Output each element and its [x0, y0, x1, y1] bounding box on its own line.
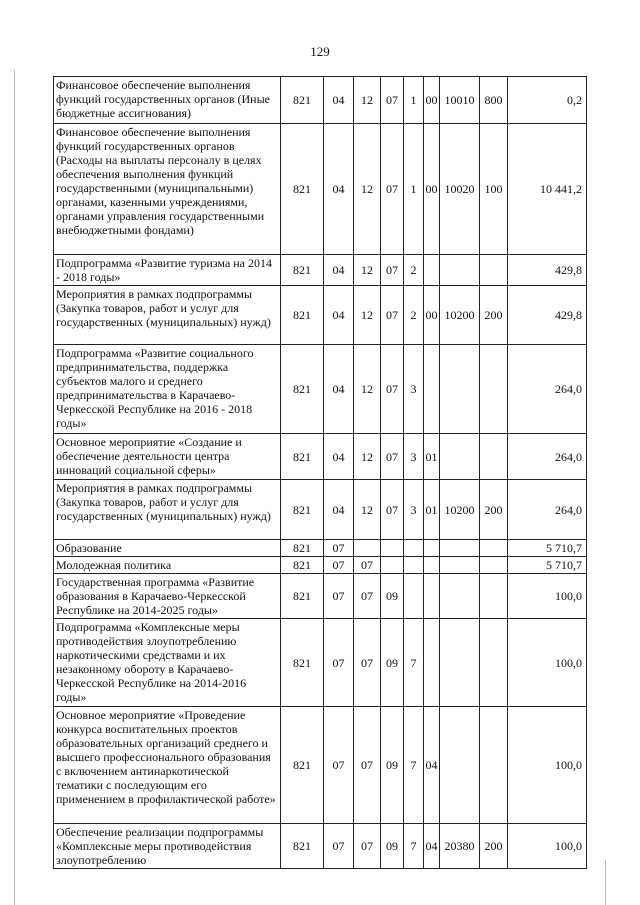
amount-cell: 5 710,7: [508, 557, 587, 574]
code-cell-c8: 800: [480, 77, 508, 124]
code-cell-c2: 04: [324, 434, 354, 480]
code-cell-c4: 07: [381, 286, 404, 345]
code-cell-c2: 07: [324, 824, 354, 869]
code-cell-c4: 09: [381, 574, 404, 619]
code-cell-c6: [424, 574, 440, 619]
code-cell-c3: 12: [354, 77, 381, 124]
code-cell-c3: 07: [354, 557, 381, 574]
code-cell-c7: 10200: [440, 480, 480, 540]
code-cell-c2: 04: [324, 480, 354, 540]
table-row: [54, 434, 587, 480]
code-cell-c6: [424, 557, 440, 574]
amount-cell: 100,0: [508, 707, 587, 824]
code-cell-c1: 821: [281, 707, 324, 824]
code-cell-c6: 00: [424, 286, 440, 345]
row-name: Мероприятия в рамках подпрограммы (Закупка товаров, работ и услуг для государственных (муниципальных) нужд): [54, 480, 281, 540]
amount-cell: 100,0: [508, 574, 587, 619]
code-cell-c5: 7: [404, 619, 424, 707]
code-cell-c4: 07: [381, 434, 404, 480]
budget-table: [53, 76, 587, 869]
code-cell-c6: [424, 255, 440, 286]
code-cell-c3: 12: [354, 255, 381, 286]
code-cell-c1: 821: [281, 574, 324, 619]
code-cell-c5: 1: [404, 124, 424, 255]
code-cell-c8: [480, 619, 508, 707]
row-name: Мероприятия в рамках подпрограммы (Закупка товаров, работ и услуг для государственных (муниципальных) нужд): [54, 286, 281, 345]
code-cell-c4: 09: [381, 619, 404, 707]
code-cell-c5: [404, 557, 424, 574]
table-row: [54, 286, 587, 345]
code-cell-c7: [440, 540, 480, 557]
code-cell-c2: 04: [324, 286, 354, 345]
table-row: [54, 707, 587, 824]
amount-cell: 100,0: [508, 824, 587, 869]
table-row: [54, 824, 587, 869]
row-name: Основное мероприятие «Проведение конкурса воспитательных проектов образовательных организаций среднего и высшего профессионального образования с включением антинаркотической тематики с последующим его применением в профилактической работе»: [54, 707, 281, 824]
code-cell-c4: 09: [381, 824, 404, 869]
code-cell-c3: 12: [354, 345, 381, 434]
amount-cell: 264,0: [508, 480, 587, 540]
code-cell-c4: 07: [381, 255, 404, 286]
code-cell-c7: [440, 619, 480, 707]
row-name: Подпрограмма «Развитие социального предпринимательства, поддержка субъектов малого и среднего предпринимательства в Карачаево-Черкесской Республике на 2016 - 2018 годы»: [54, 345, 281, 434]
code-cell-c1: 821: [281, 540, 324, 557]
code-cell-c6: 04: [424, 824, 440, 869]
code-cell-c5: 7: [404, 824, 424, 869]
code-cell-c8: [480, 540, 508, 557]
code-cell-c7: [440, 574, 480, 619]
row-name: Основное мероприятие «Создание и обеспечение деятельности центра инноваций социальной сферы»: [54, 434, 281, 480]
code-cell-c5: 1: [404, 77, 424, 124]
code-cell-c1: 821: [281, 824, 324, 869]
code-cell-c1: 821: [281, 557, 324, 574]
table-row: [54, 574, 587, 619]
code-cell-c4: 07: [381, 77, 404, 124]
code-cell-c4: 07: [381, 124, 404, 255]
table-row: [54, 255, 587, 286]
code-cell-c8: [480, 255, 508, 286]
row-name: Подпрограмма «Развитие туризма на 2014 - 2018 годы»: [54, 255, 281, 286]
amount-cell: 0,2: [508, 77, 587, 124]
amount-cell: 264,0: [508, 345, 587, 434]
code-cell-c8: 200: [480, 286, 508, 345]
scan-margin-line-right: [605, 860, 606, 905]
table-row: [54, 557, 587, 574]
code-cell-c6: [424, 540, 440, 557]
amount-cell: 5 710,7: [508, 540, 587, 557]
code-cell-c6: 04: [424, 707, 440, 824]
code-cell-c1: 821: [281, 255, 324, 286]
amount-cell: 429,8: [508, 286, 587, 345]
code-cell-c8: 100: [480, 124, 508, 255]
code-cell-c3: 12: [354, 434, 381, 480]
amount-cell: 10 441,2: [508, 124, 587, 255]
code-cell-c2: 07: [324, 557, 354, 574]
row-name: Государственная программа «Развитие образования в Карачаево-Черкесской Республике на 2014-2025 годы»: [54, 574, 281, 619]
code-cell-c5: 7: [404, 707, 424, 824]
code-cell-c1: 821: [281, 434, 324, 480]
row-name: Обеспечение реализации подпрограммы «Комплексные меры противодействия злоупотреблению: [54, 824, 281, 869]
code-cell-c2: 07: [324, 707, 354, 824]
code-cell-c7: [440, 707, 480, 824]
code-cell-c3: 12: [354, 124, 381, 255]
table-row: [54, 619, 587, 707]
code-cell-c2: 04: [324, 255, 354, 286]
code-cell-c7: [440, 345, 480, 434]
code-cell-c1: 821: [281, 124, 324, 255]
code-cell-c7: [440, 557, 480, 574]
code-cell-c3: 07: [354, 619, 381, 707]
code-cell-c3: 12: [354, 286, 381, 345]
code-cell-c3: 12: [354, 480, 381, 540]
code-cell-c2: 07: [324, 619, 354, 707]
amount-cell: 429,8: [508, 255, 587, 286]
row-name: Образование: [54, 540, 281, 557]
code-cell-c1: 821: [281, 77, 324, 124]
code-cell-c4: [381, 557, 404, 574]
code-cell-c7: [440, 434, 480, 480]
code-cell-c5: 3: [404, 480, 424, 540]
code-cell-c5: 3: [404, 434, 424, 480]
code-cell-c7: 10020: [440, 124, 480, 255]
code-cell-c4: [381, 540, 404, 557]
row-name: Финансовое обеспечение выполнения функций государственных органов (Иные бюджетные ассигнования): [54, 77, 281, 124]
amount-cell: 264,0: [508, 434, 587, 480]
code-cell-c8: [480, 345, 508, 434]
code-cell-c8: 200: [480, 480, 508, 540]
table-row: [54, 345, 587, 434]
code-cell-c3: [354, 540, 381, 557]
code-cell-c6: 00: [424, 124, 440, 255]
code-cell-c4: 07: [381, 480, 404, 540]
row-name: Подпрограмма «Комплексные меры противодействия злоупотреблению наркотическими средствами и их незаконному обороту в Карачаево-Черкесской Республике на 2014-2016 годы»: [54, 619, 281, 707]
code-cell-c6: 01: [424, 480, 440, 540]
code-cell-c8: [480, 574, 508, 619]
row-name: Финансовое обеспечение выполнения функций государственных органов (Расходы на выплаты персоналу в целях обеспечения выполнения функций государственными (муниципальными) органами, казенными учреждениями, органами управления государственными внебюджетными фондами): [54, 124, 281, 255]
code-cell-c5: 2: [404, 286, 424, 345]
code-cell-c7: [440, 255, 480, 286]
table-row: [54, 77, 587, 124]
code-cell-c3: 07: [354, 824, 381, 869]
code-cell-c7: 20380: [440, 824, 480, 869]
code-cell-c1: 821: [281, 286, 324, 345]
code-cell-c2: 04: [324, 77, 354, 124]
row-name: Молодежная политика: [54, 557, 281, 574]
code-cell-c6: 01: [424, 434, 440, 480]
code-cell-c7: 10010: [440, 77, 480, 124]
code-cell-c5: [404, 574, 424, 619]
code-cell-c3: 07: [354, 574, 381, 619]
amount-cell: 100,0: [508, 619, 587, 707]
code-cell-c1: 821: [281, 345, 324, 434]
table-row: [54, 124, 587, 255]
code-cell-c6: [424, 345, 440, 434]
code-cell-c5: 3: [404, 345, 424, 434]
code-cell-c8: [480, 557, 508, 574]
budget-table-body: [54, 77, 587, 869]
code-cell-c8: [480, 434, 508, 480]
code-cell-c8: 200: [480, 824, 508, 869]
scan-margin-line: [14, 70, 15, 905]
code-cell-c2: 04: [324, 345, 354, 434]
code-cell-c2: 07: [324, 574, 354, 619]
code-cell-c1: 821: [281, 480, 324, 540]
table-row: [54, 480, 587, 540]
code-cell-c8: [480, 707, 508, 824]
code-cell-c5: [404, 540, 424, 557]
code-cell-c5: 2: [404, 255, 424, 286]
code-cell-c6: [424, 619, 440, 707]
code-cell-c2: 07: [324, 540, 354, 557]
code-cell-c6: 00: [424, 77, 440, 124]
page-number: 129: [310, 44, 330, 59]
code-cell-c1: 821: [281, 619, 324, 707]
code-cell-c4: 07: [381, 345, 404, 434]
code-cell-c3: 07: [354, 707, 381, 824]
code-cell-c4: 09: [381, 707, 404, 824]
code-cell-c7: 10200: [440, 286, 480, 345]
code-cell-c2: 04: [324, 124, 354, 255]
table-row: [54, 540, 587, 557]
